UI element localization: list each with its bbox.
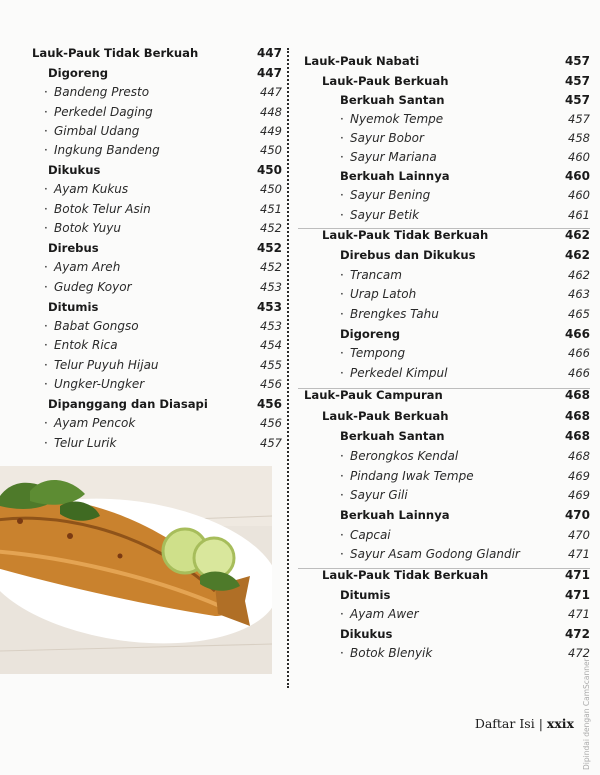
bullet-dot: ·: [44, 221, 48, 235]
toc-entry: [0, 434, 282, 452]
toc-heading: [0, 64, 282, 82]
toc-page-number: 453: [260, 280, 282, 294]
toc-label: Telur Lurik: [54, 436, 117, 450]
toc-label: Dipanggang dan Diasapi: [48, 397, 208, 411]
toc-entry: [0, 103, 282, 121]
bullet-dot: ·: [44, 182, 48, 196]
toc-label: Sayur Gili: [350, 488, 408, 502]
toc-label: Lauk-Pauk Tidak Berkuah: [322, 568, 489, 582]
bullet-dot: ·: [44, 280, 48, 294]
toc-page-number: 460: [568, 150, 590, 164]
toc-label: Perkedel Kimpul: [350, 366, 448, 380]
toc-page-number: 472: [568, 646, 590, 660]
toc-entry: [298, 486, 590, 504]
toc-heading: [298, 325, 590, 343]
toc-label: Berkuah Santan: [340, 429, 445, 443]
toc-heading: [298, 91, 590, 109]
bullet-dot: ·: [44, 416, 48, 430]
toc-label: Ditumis: [48, 300, 99, 314]
toc-label: Dikukus: [340, 627, 393, 641]
bullet-dot: ·: [44, 260, 48, 274]
toc-label: Sayur Bening: [350, 188, 431, 202]
bullet-dot: ·: [340, 150, 344, 164]
toc-entry: [298, 110, 590, 128]
section-rule: [298, 228, 590, 229]
toc-heading: [298, 506, 590, 524]
toc-entry: [0, 336, 282, 354]
toc-page-number: 465: [568, 307, 590, 321]
toc-page-number: 450: [260, 182, 282, 196]
toc-heading: [0, 239, 282, 257]
toc-page-number: 466: [568, 346, 590, 360]
toc-label: Direbus dan Dikukus: [340, 248, 476, 262]
section-rule: [298, 568, 590, 569]
toc-heading: [0, 395, 282, 413]
toc-label: Babat Gongso: [54, 319, 139, 333]
toc-label: Botok Yuyu: [54, 221, 121, 235]
toc-entry: [0, 219, 282, 237]
toc-page-number: 469: [568, 469, 590, 483]
toc-label: Lauk-Pauk Berkuah: [322, 409, 449, 423]
toc-page-number: 471: [568, 547, 590, 561]
toc-page-number: 470: [568, 528, 590, 542]
toc-label: Dikukus: [48, 163, 101, 177]
toc-page-number: 456: [256, 397, 282, 411]
bullet-dot: ·: [340, 547, 344, 561]
toc-page-number: 448: [260, 105, 282, 119]
toc-label: Ingkung Bandeng: [54, 143, 160, 157]
toc-page-number: 450: [260, 143, 282, 157]
toc-page-number: 460: [564, 169, 590, 183]
toc-label: Trancam: [350, 268, 402, 282]
toc-page-number: 457: [564, 93, 590, 107]
toc-label: Berkuah Santan: [340, 93, 445, 107]
toc-entry: [0, 258, 282, 276]
footer-section-title: Daftar Isi: [474, 716, 535, 731]
toc-label: Gimbal Udang: [54, 124, 140, 138]
bullet-dot: ·: [44, 319, 48, 333]
toc-entry: [0, 141, 282, 159]
toc-page-number: 462: [564, 248, 590, 262]
bullet-dot: ·: [340, 188, 344, 202]
bullet-dot: ·: [44, 377, 48, 391]
toc-page-number: 457: [564, 54, 590, 68]
toc-entry: [298, 447, 590, 465]
bullet-dot: ·: [340, 488, 344, 502]
bullet-dot: ·: [44, 143, 48, 157]
column-divider: [287, 48, 289, 688]
toc-label: Pindang Iwak Tempe: [350, 469, 474, 483]
toc-entry: [298, 266, 590, 284]
toc-entry: [298, 605, 590, 623]
toc-page-number: 447: [256, 46, 282, 60]
footer-separator: |: [538, 716, 543, 731]
toc-page-number: 462: [564, 228, 590, 242]
bullet-dot: ·: [340, 607, 344, 621]
toc-page-number: 449: [260, 124, 282, 138]
bullet-dot: ·: [340, 346, 344, 360]
toc-label: Ungker-Ungker: [54, 377, 145, 391]
toc-entry: [0, 414, 282, 432]
toc-page-number: 470: [564, 508, 590, 522]
bullet-dot: ·: [44, 338, 48, 352]
toc-label: Botok Blenyik: [350, 646, 433, 660]
toc-page-number: 471: [564, 568, 590, 582]
bullet-dot: ·: [44, 202, 48, 216]
toc-entry: [298, 129, 590, 147]
footer-page-number: xxix: [546, 716, 574, 731]
toc-entry: [298, 206, 590, 224]
toc-page-number: 453: [260, 319, 282, 333]
toc-entry: [0, 200, 282, 218]
toc-entry: [298, 644, 590, 662]
bullet-dot: ·: [340, 469, 344, 483]
toc-entry: [298, 545, 590, 563]
food-photo: [0, 466, 272, 674]
toc-label: Ayam Pencok: [54, 416, 136, 430]
toc-label: Sayur Bobor: [350, 131, 424, 145]
toc-page-number: 453: [256, 300, 282, 314]
toc-page-number: 452: [256, 241, 282, 255]
toc-entry: [0, 356, 282, 374]
toc-entry: [0, 122, 282, 140]
toc-label: Sayur Betik: [350, 208, 420, 222]
toc-label: Entok Rica: [54, 338, 118, 352]
toc-page-number: 450: [256, 163, 282, 177]
toc-label: Tempong: [350, 346, 406, 360]
toc-page-number: 454: [260, 338, 282, 352]
toc-entry: [298, 364, 590, 382]
toc-entry: [0, 375, 282, 393]
toc-label: Perkedel Daging: [54, 105, 153, 119]
bullet-dot: ·: [340, 131, 344, 145]
bullet-dot: ·: [340, 208, 344, 222]
toc-entry: [298, 285, 590, 303]
toc-page-number: 468: [564, 409, 590, 423]
bullet-dot: ·: [340, 268, 344, 282]
bullet-dot: ·: [340, 307, 344, 321]
toc-page-number: 455: [260, 358, 282, 372]
bullet-dot: ·: [340, 112, 344, 126]
toc-label: Ayam Kukus: [54, 182, 129, 196]
toc-heading: [298, 407, 590, 425]
section-rule: [298, 388, 590, 389]
toc-page-number: 461: [568, 208, 590, 222]
toc-entry: [298, 526, 590, 544]
toc-label: Lauk-Pauk Berkuah: [322, 74, 449, 88]
toc-page-number: 456: [260, 377, 282, 391]
toc-label: Sayur Asam Godong Glandir: [350, 547, 520, 561]
toc-entry: [298, 344, 590, 362]
toc-label: Botok Telur Asin: [54, 202, 151, 216]
toc-page-number: 460: [568, 188, 590, 202]
bullet-dot: ·: [44, 124, 48, 138]
toc-label: Lauk-Pauk Tidak Berkuah: [32, 46, 199, 60]
toc-label: Capcai: [350, 528, 391, 542]
toc-label: Berongkos Kendal: [350, 449, 459, 463]
toc-label: Ayam Awer: [350, 607, 419, 621]
toc-page-number: 458: [568, 131, 590, 145]
toc-page-number: 447: [260, 85, 282, 99]
toc-entry: [298, 467, 590, 485]
page-footer: [475, 716, 574, 731]
toc-page-number: 468: [568, 449, 590, 463]
toc-label: Berkuah Lainnya: [340, 508, 450, 522]
toc-page-number: 468: [564, 429, 590, 443]
toc-entry: [0, 180, 282, 198]
scanner-watermark: Dipindai dengan CamScanner: [582, 658, 591, 770]
bullet-dot: ·: [44, 436, 48, 450]
toc-label: Digoreng: [340, 327, 400, 341]
toc-heading: [298, 625, 590, 643]
toc-entry: [298, 305, 590, 323]
toc-heading: [298, 72, 590, 90]
bullet-dot: ·: [340, 366, 344, 380]
toc-entry: [0, 83, 282, 101]
toc-page-number: 452: [260, 221, 282, 235]
toc-page-number: 469: [568, 488, 590, 502]
toc-heading: [0, 44, 282, 62]
toc-page-number: 462: [568, 268, 590, 282]
bullet-dot: ·: [44, 358, 48, 372]
bullet-dot: ·: [44, 105, 48, 119]
toc-page-number: 457: [564, 74, 590, 88]
toc-page-number: 451: [260, 202, 282, 216]
toc-page-number: 456: [260, 416, 282, 430]
toc-label: Direbus: [48, 241, 99, 255]
toc-page-number: 466: [568, 366, 590, 380]
toc-page-number: 471: [564, 588, 590, 602]
toc-entry: [298, 186, 590, 204]
toc-page-number: 468: [564, 388, 590, 402]
toc-heading: [298, 52, 590, 70]
toc-label: Nyemok Tempe: [350, 112, 444, 126]
bullet-dot: ·: [340, 287, 344, 301]
toc-heading: [298, 246, 590, 264]
toc-label: Telur Puyuh Hijau: [54, 358, 159, 372]
toc-heading: [298, 167, 590, 185]
bullet-dot: ·: [340, 449, 344, 463]
toc-page-number: 471: [568, 607, 590, 621]
toc-label: Digoreng: [48, 66, 108, 80]
bullet-dot: ·: [44, 85, 48, 99]
toc-page-number: 472: [564, 627, 590, 641]
toc-entry: [0, 317, 282, 335]
toc-label: Lauk-Pauk Nabati: [304, 54, 420, 68]
toc-label: Berkuah Lainnya: [340, 169, 450, 183]
toc-heading: [298, 586, 590, 604]
bullet-dot: ·: [340, 528, 344, 542]
toc-heading: [298, 427, 590, 445]
toc-label: Ayam Areh: [54, 260, 121, 274]
toc-label: Brengkes Tahu: [350, 307, 439, 321]
toc-entry: [0, 278, 282, 296]
bullet-dot: ·: [340, 646, 344, 660]
toc-page-number: 457: [260, 436, 282, 450]
toc-page-number: 457: [568, 112, 590, 126]
toc-label: Lauk-Pauk Tidak Berkuah: [322, 228, 489, 242]
toc-label: Gudeg Koyor: [54, 280, 132, 294]
toc-label: Lauk-Pauk Campuran: [304, 388, 443, 402]
toc-label: Urap Latoh: [350, 287, 417, 301]
toc-page-number: 447: [256, 66, 282, 80]
toc-label: Ditumis: [340, 588, 391, 602]
toc-heading: [0, 161, 282, 179]
toc-page-number: 452: [260, 260, 282, 274]
toc-page-number: 466: [564, 327, 590, 341]
toc-label: Bandeng Presto: [54, 85, 150, 99]
toc-label: Sayur Mariana: [350, 150, 437, 164]
toc-page-number: 463: [568, 287, 590, 301]
toc-entry: [298, 148, 590, 166]
toc-heading: [0, 298, 282, 316]
